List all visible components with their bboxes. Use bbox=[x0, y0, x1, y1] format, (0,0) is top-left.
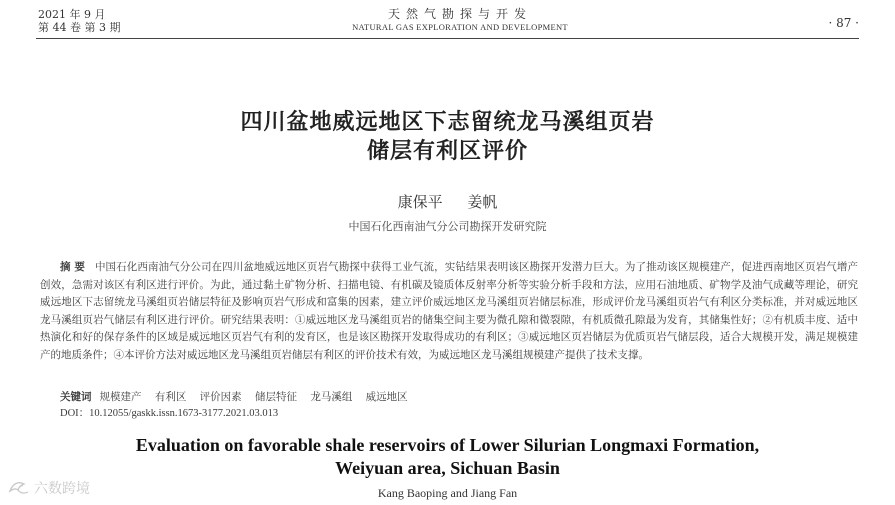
watermark-text: 六数跨境 bbox=[34, 481, 90, 497]
keywords-label: 关键词 bbox=[60, 391, 92, 403]
keywords bbox=[60, 389, 408, 404]
journal-name-cn: 天然气勘探与开发 bbox=[387, 7, 532, 21]
title-en-line-2: Weiyuan area, Sichuan Basin bbox=[335, 458, 560, 478]
article-title-en bbox=[0, 434, 895, 480]
issue-info bbox=[38, 8, 120, 34]
journal-header bbox=[0, 0, 895, 40]
abstract bbox=[40, 259, 858, 365]
authors-cn: 康保平 姜帆 bbox=[397, 193, 498, 211]
header-divider bbox=[36, 38, 859, 39]
issue-date: 2021 年 9 月 bbox=[38, 8, 106, 21]
keywords-text: 规模建产 有利区 评价因素 储层特征 龙马溪组 威远地区 bbox=[99, 391, 408, 403]
volume-issue: 第 44 卷 第 3 期 bbox=[38, 21, 121, 34]
title-line-2: 储层有利区评价 bbox=[366, 139, 528, 164]
doi[interactable]: DOI：10.12055/gaskk.issn.1673-3177.2021.03.013 bbox=[60, 408, 279, 419]
watermark bbox=[8, 478, 90, 498]
abstract-text: 中国石化西南油气分公司在四川盆地威远地区页岩气勘探中获得工业气流，实钻结果表明该区勘探开发潜力巨大。为了推动该区规模建产，促进西南地区页岩气增产创效，急需对该区有利区进行评价。为此，通过黏土矿物分析、扫描电镜、有机碳及镜质体反射率分析等实验分析手段和方法，应用石油地质、矿物学及油气成藏等理论，研究威远地区下志留统龙马溪组页岩储层特征及影响页岩气形成和富集的因素，建立评价威远地区龙马溪组页岩储层标准，形成评价龙马溪组页岩气有利区分类标准，并对威远地区龙马溪组页岩气储层有利区进行评价。研究结果表明：①威远地区龙马溪组页岩的储集空间主要为微孔隙和微裂隙，有机质微孔隙最为发育，其储集性好；②有机质丰度、适中热演化和好的保存条件的区域是威远地区页岩气有利的发育区，也是该区勘探开发取得成功的有利区；③威远地区页岩储层为优质页岩气储层段，适合大规模开发，满足规模建产的地质条件；④本评价方法对威远地区龙马溪组页岩储层有利区的评价技术有效，为威远地区龙马溪组规模建产提供了技术支撑。 bbox=[40, 261, 858, 361]
bird-logo-icon bbox=[8, 479, 30, 497]
journal-name bbox=[300, 7, 620, 33]
abstract-label: 摘 要 bbox=[60, 261, 85, 273]
authors-en: Kang Baoping and Jiang Fan bbox=[377, 486, 518, 500]
page-number: · 87 · bbox=[828, 16, 859, 30]
affiliation-cn: 中国石化西南油气分公司勘探开发研究院 bbox=[348, 220, 547, 233]
journal-name-en: NATURAL GAS EXPLORATION AND DEVELOPMENT bbox=[352, 22, 568, 32]
title-en-line-1: Evaluation on favorable shale reservoirs of Lower Silurian Longmaxi Formation, bbox=[135, 435, 760, 455]
article-title-cn bbox=[0, 108, 895, 166]
title-line-1: 四川盆地威远地区下志留统龙马溪组页岩 bbox=[240, 110, 655, 135]
